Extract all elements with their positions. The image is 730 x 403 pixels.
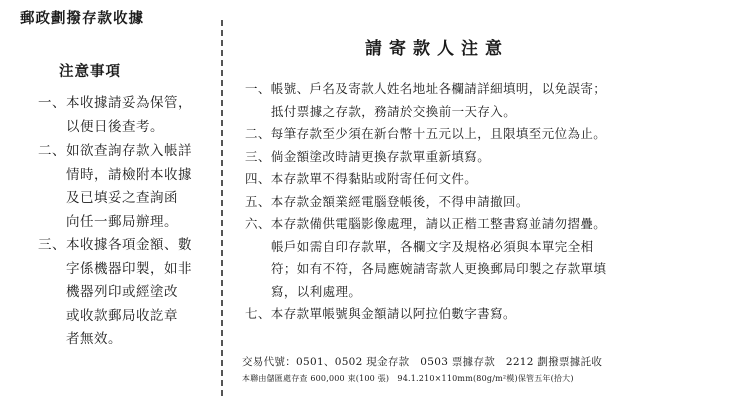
- remitter-notice-line: 一、帳號、戶名及寄款人姓名地址各欄請詳細填明，以免誤寄；: [245, 81, 607, 96]
- receipt-note-line: 三、本收據各項金額、數: [38, 237, 192, 253]
- remitter-notice-item: [245, 303, 715, 326]
- remitter-notice-line: 七、本存款單帳號與金額請以阿拉伯數字書寫。: [245, 306, 516, 321]
- remitter-notice-line: 六、本存款備供電腦影像處理，請以正楷工整書寫並請勿摺疊。: [245, 216, 607, 231]
- receipt-title: 郵政劃撥存款收據: [20, 10, 144, 27]
- receipt-note-line: 字係機器印製，如非: [66, 260, 192, 277]
- remitter-notice-list: [245, 78, 715, 326]
- receipt-note-line: 以便日後查考。: [66, 118, 164, 135]
- remitter-notice-title: 請寄款人注意: [365, 39, 509, 59]
- receipt-notes-heading: 注意事項: [59, 63, 121, 80]
- remitter-notice-line: 四、本存款單不得黏貼或附寄任何文件。: [245, 171, 478, 186]
- remitter-notice-item: [245, 123, 715, 146]
- remitter-notice-line: 寫，以利處理。: [271, 283, 362, 299]
- receipt-note-line: 或收款郵局收訖章: [66, 307, 178, 324]
- remitter-notice-line: 五、本存款金額業經電腦登帳後，不得申請撤回。: [245, 193, 529, 209]
- receipt-note-line: 向任一郵局辦理。: [66, 213, 178, 230]
- remitter-notice-line: 三、倘金額塗改時請更換存款單重新填寫。: [245, 148, 491, 164]
- receipt-note-line: 情時，請檢附本收據: [66, 166, 192, 183]
- transaction-codes: 交易代號：0501、0502 現金存款 0503 票據存款 2212 劃撥票據託收: [242, 356, 603, 368]
- receipt-note-line: 二、如欲查詢存款入帳詳: [38, 143, 192, 159]
- remitter-notice-item: [245, 168, 715, 191]
- receipt-note-line: 者無效。: [66, 331, 122, 347]
- receipt-note-line: 一、本收據請妥為保管，: [38, 95, 192, 111]
- remitter-notice-item: [245, 213, 715, 303]
- receipt-note-line: 機器列印或經塗改: [66, 284, 178, 300]
- receipt-note-line: 及已填妥之查詢函: [66, 190, 178, 206]
- dashed-divider: [221, 20, 223, 396]
- remitter-notice-item: [245, 191, 715, 214]
- remitter-notice-line: 二、每筆存款至少須在新台幣十五元以上，且限填至元位為止。: [245, 126, 607, 141]
- receipt-note-item: [38, 140, 192, 234]
- print-info: 本聯由儲匯處存查 600,000 束(100 張) 94.1.210×110mm(80g/m²模)保管五年(拾大): [242, 374, 574, 383]
- remitter-notice-line: 符；如有不符，各局應婉請寄款人更換郵局印製之存款單填: [271, 261, 607, 276]
- remitter-notice-item: [245, 78, 715, 123]
- receipt-note-item: [38, 92, 192, 139]
- remitter-notice-item: [245, 146, 715, 169]
- remitter-notice-line: 帳戶如需自印存款單，各欄文字及規格必須與本單完全相: [271, 238, 594, 254]
- receipt-note-item: [38, 234, 192, 352]
- remitter-notice-line: 抵付票據之存款，務請於交換前一天存入。: [271, 103, 517, 119]
